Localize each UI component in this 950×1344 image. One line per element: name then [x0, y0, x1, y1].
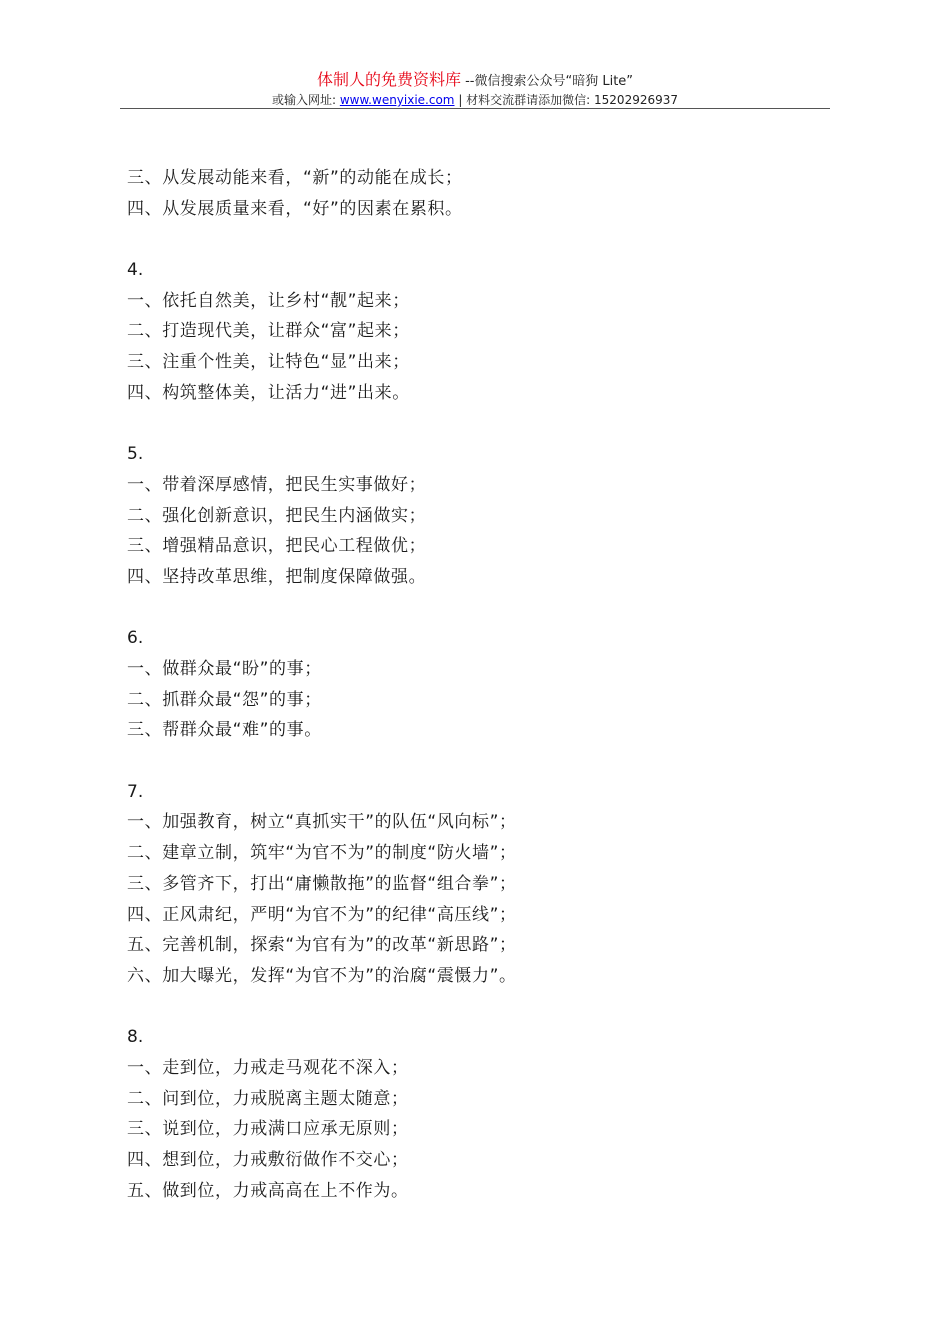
header-brand: 体制人的免费资料库 [316, 70, 461, 89]
page-header [120, 70, 830, 108]
list-item: 四、正风肃纪，严明“为官不为”的纪律“高压线”； [127, 904, 517, 925]
list-item: 四、构筑整体美，让活力“进”出来。 [127, 382, 410, 403]
section-spacer [127, 593, 827, 624]
section [127, 439, 827, 592]
list-item: 一、加强教育，树立“真抓实干”的队伍“风向标”； [127, 812, 517, 833]
list-item: 三、说到位，力戒满口应承无原则； [127, 1119, 409, 1140]
list-item: 二、强化创新意识，把民生内涵做实； [127, 505, 427, 526]
list-item: 四、坚持改革思维，把制度保障做强。 [127, 566, 427, 587]
header-contact-suffix: | 材料交流群请添加微信: 15202926937 [454, 93, 679, 107]
list-item: 二、抓群众最“怨”的事； [127, 689, 322, 710]
list-item: 四、从发展质量来看，“好”的因素在累积。 [127, 198, 463, 219]
list-item: 一、做群众最“盼”的事； [127, 659, 322, 679]
section-number: 5. [127, 444, 144, 465]
document-body [127, 163, 827, 1206]
header-wechat-note: --微信搜索公众号“暗狗 Lite” [460, 74, 634, 89]
list-item: 二、打造现代美，让群众“富”起来； [127, 321, 410, 342]
list-item: 六、加大曝光，发挥“为官不为”的治腐“震慑力”。 [127, 965, 517, 986]
list-item: 五、做到位，力戒高高在上不作为。 [127, 1180, 409, 1201]
section-spacer [127, 992, 827, 1023]
list-item: 三、帮群众最“难”的事。 [127, 720, 322, 741]
list-item: 二、问到位，力戒脱离主题太随意； [127, 1088, 409, 1109]
header-divider [120, 108, 830, 109]
list-item: 三、注重个性美，让特色“显”出来； [127, 352, 410, 373]
section-number: 4. [127, 260, 144, 281]
section-spacer [127, 746, 827, 777]
section [127, 163, 827, 224]
list-item: 一、带着深厚感情，把民生实事做好； [127, 474, 427, 495]
section [127, 1022, 827, 1206]
section-number: 7. [127, 781, 144, 802]
section [127, 777, 827, 992]
section-number: 6. [127, 628, 144, 649]
list-item: 四、想到位，力戒敷衍做作不交心； [127, 1150, 409, 1170]
section [127, 255, 827, 408]
list-item: 五、完善机制，探索“为官有为”的改革“新思路”； [127, 935, 517, 956]
list-item: 一、依托自然美，让乡村“靓”起来； [127, 290, 410, 311]
list-item: 二、建章立制，筑牢“为官不为”的制度“防火墙”； [127, 843, 517, 864]
section-spacer [127, 224, 827, 255]
list-item: 三、多管齐下，打出“庸懒散拖”的监督“组合拳”； [127, 873, 517, 894]
section-number: 8. [127, 1027, 144, 1048]
header-website-link[interactable]: www.wenyixie.com [339, 93, 455, 107]
header-contact-line [120, 92, 830, 108]
header-url-prefix: 或输入网址: [271, 93, 340, 107]
list-item: 三、从发展动能来看，“新”的动能在成长； [127, 168, 463, 188]
header-title-line [120, 70, 830, 92]
list-item: 三、增强精品意识，把民心工程做优； [127, 536, 427, 557]
section-spacer [127, 409, 827, 440]
list-item: 一、走到位，力戒走马观花不深入； [127, 1057, 409, 1078]
section [127, 623, 827, 746]
